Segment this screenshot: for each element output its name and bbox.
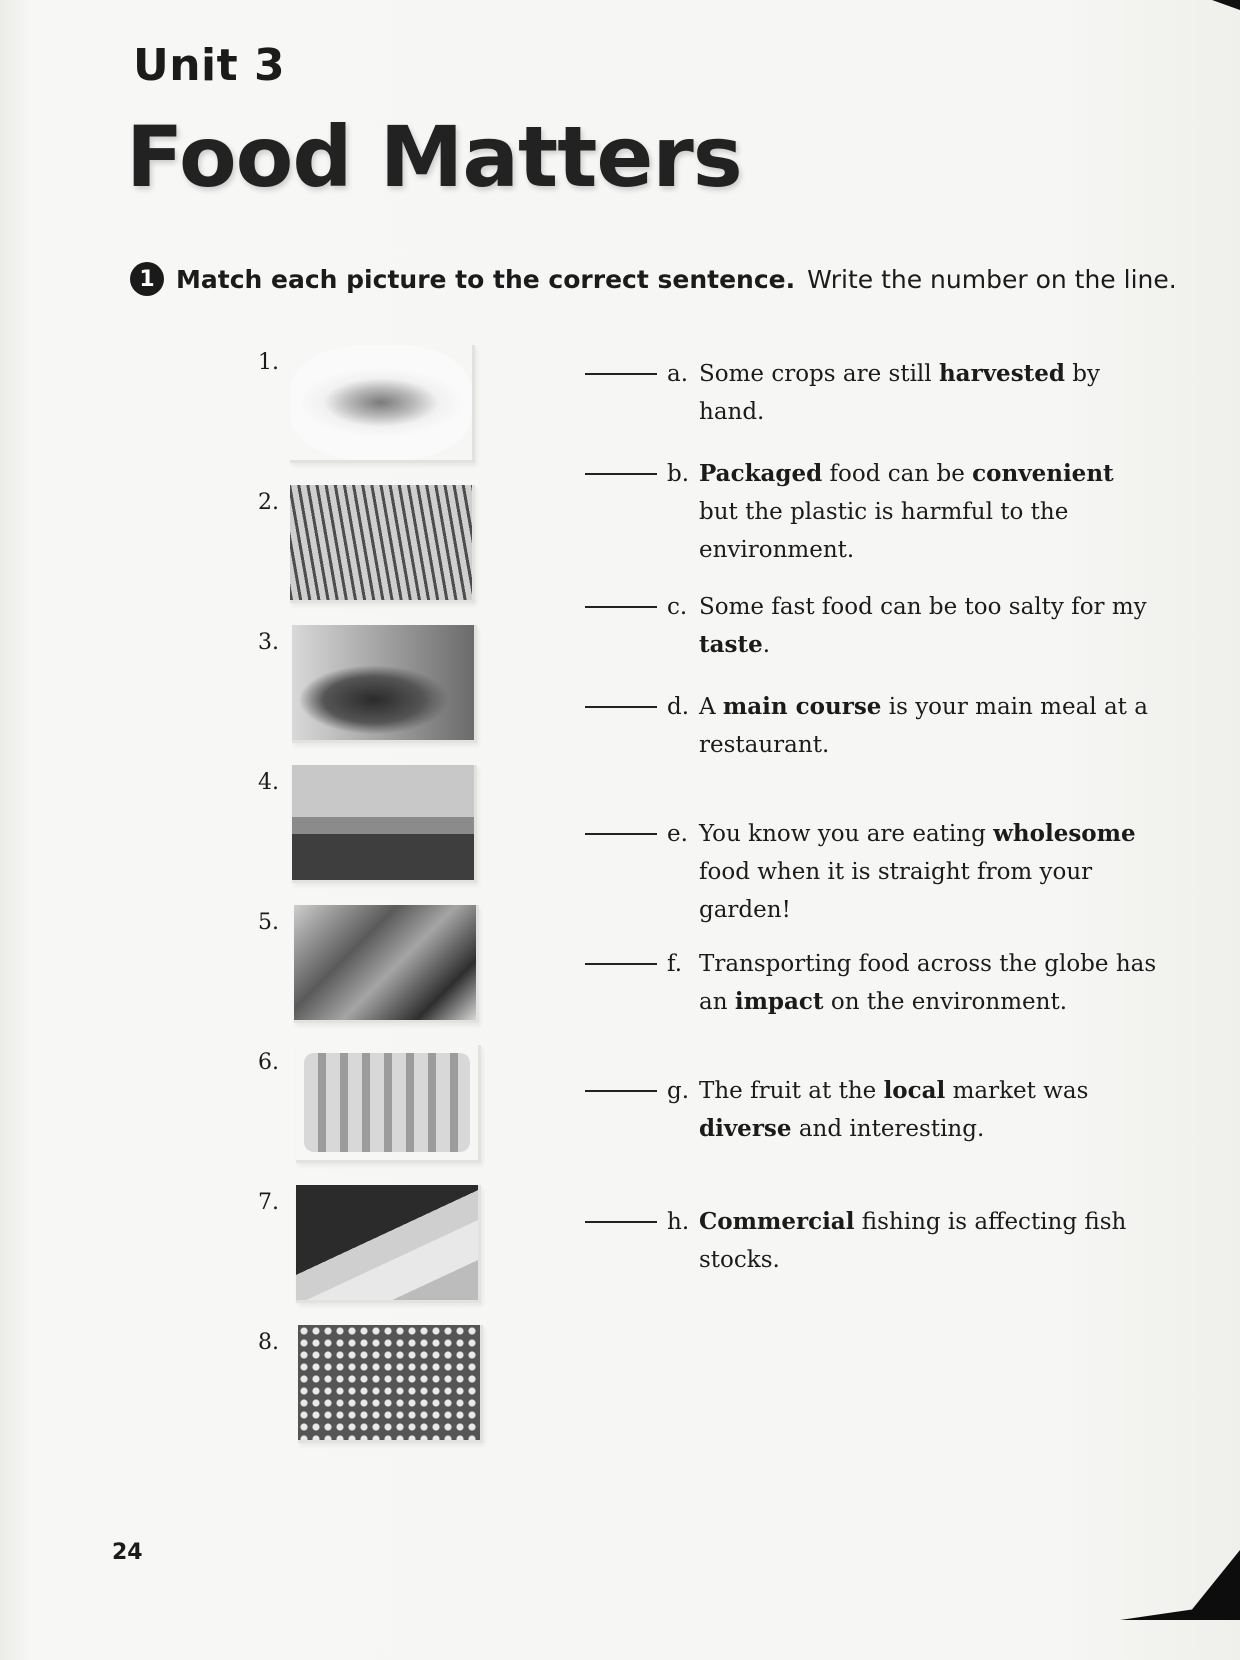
picture-frame-6 (296, 1045, 481, 1163)
answer-blank[interactable] (585, 455, 657, 475)
picture-number-4: 4. (258, 770, 279, 795)
answer-blank[interactable] (585, 1203, 657, 1223)
picture-number-7: 7. (258, 1190, 279, 1215)
picture-frame-3 (292, 625, 477, 743)
picture-frame-1 (290, 345, 475, 463)
picture-number-1: 1. (258, 350, 279, 375)
picture-number-3: 3. (258, 630, 279, 655)
picture-frame-4 (292, 765, 477, 883)
exercise-number-badge: 1 (130, 262, 164, 296)
answer-blank[interactable] (585, 588, 657, 608)
instruction-rest-text: Write the number on the line. (807, 264, 1177, 294)
page-corner-shadow (1212, 0, 1240, 10)
sentence-fragment: and interesting. (791, 1116, 985, 1142)
plate-of-food-photo (290, 345, 472, 460)
answer-blank[interactable] (585, 688, 657, 708)
exercise-instruction (130, 262, 1177, 296)
sentence-fragment: by hand. (699, 361, 1101, 425)
market-fruit-photo (298, 1325, 480, 1440)
sentence-a (585, 355, 1159, 431)
sentence-text (699, 1203, 1159, 1279)
answer-blank[interactable] (585, 355, 657, 375)
sentence-fragment: on the environment. (823, 989, 1068, 1015)
sentence-b (585, 455, 1159, 569)
vocabulary-word: local (883, 1077, 946, 1104)
vocabulary-word: wholesome (993, 820, 1136, 847)
vocabulary-word: Packaged (699, 460, 823, 487)
sentence-text (699, 455, 1159, 569)
page-title: Food Matters (126, 108, 742, 206)
vocabulary-word: convenient (972, 460, 1114, 487)
sentence-fragment: food when it is straight from your garden! (699, 859, 1093, 923)
french-fries-photo (296, 1185, 478, 1300)
vocabulary-word: harvested (938, 360, 1065, 387)
sentence-letter: d. (667, 694, 690, 720)
packaged-food-photo (304, 1053, 470, 1152)
sentence-letter: b. (667, 461, 690, 487)
sentence-letter: f. (667, 951, 683, 977)
answer-blank[interactable] (585, 815, 657, 835)
picture-number-8: 8. (258, 1330, 279, 1355)
sentence-text (699, 688, 1159, 764)
sentence-fragment: You know you are eating (699, 821, 994, 847)
instruction-bold-text: Match each picture to the correct sentence. (176, 264, 796, 294)
vocabulary-word: diverse (699, 1115, 792, 1142)
sentence-fragment: . (762, 632, 771, 658)
sentence-d (585, 688, 1159, 764)
sentence-letter: a. (667, 361, 689, 387)
sentence-text (699, 1072, 1159, 1148)
sentence-fragment: food can be (822, 461, 973, 487)
sentence-e (585, 815, 1159, 929)
page-number: 24 (112, 1540, 143, 1565)
vocabulary-word: main course (722, 693, 882, 720)
sentence-fragment: market was (945, 1078, 1089, 1104)
picture-frame-5 (294, 905, 479, 1023)
picture-number-6: 6. (258, 1050, 279, 1075)
sentence-text (699, 945, 1159, 1021)
fishing-boat-photo (292, 765, 474, 880)
vocabulary-word: Commercial (699, 1208, 855, 1235)
sentence-letter: h. (667, 1209, 690, 1235)
sentence-fragment: Some fast food can be too salty for my (699, 594, 1147, 620)
sentence-fragment: but the plastic is harmful to the environment. (699, 499, 1069, 563)
vocabulary-word: taste (699, 631, 763, 658)
page-curl-shadow (1120, 1550, 1240, 1620)
unit-label: Unit 3 (133, 40, 286, 91)
sentence-letter: g. (667, 1078, 690, 1104)
picture-frame-2 (290, 485, 475, 603)
sentence-fragment: A (699, 694, 723, 720)
answer-blank[interactable] (585, 945, 657, 965)
sentence-g (585, 1072, 1159, 1148)
sentence-text (699, 355, 1159, 431)
sentence-fragment: is your main meal at a restaurant. (699, 694, 1148, 758)
sentence-text (699, 815, 1159, 929)
sentence-letter: c. (667, 594, 688, 620)
basket-of-vegetables-photo (292, 625, 474, 740)
sentence-h (585, 1203, 1159, 1279)
picture-number-5: 5. (258, 910, 279, 935)
sentence-f (585, 945, 1159, 1021)
farmer-harvesting-photo (290, 485, 472, 600)
sentence-letter: e. (667, 821, 688, 847)
answer-blank[interactable] (585, 1072, 657, 1092)
sentence-fragment: The fruit at the (699, 1078, 884, 1104)
sentence-c (585, 588, 1159, 664)
sentence-fragment: Transporting food across the globe has an (699, 951, 1157, 1015)
picture-frame-7 (296, 1185, 481, 1303)
sentence-text (699, 588, 1159, 664)
picture-frame-8 (298, 1325, 483, 1443)
picture-number-2: 2. (258, 490, 279, 515)
sentence-fragment: Some crops are still (699, 361, 939, 387)
sentence-fragment: fishing is affecting fish stocks. (699, 1209, 1127, 1273)
cargo-ship-photo (294, 905, 476, 1020)
vocabulary-word: impact (734, 988, 824, 1015)
